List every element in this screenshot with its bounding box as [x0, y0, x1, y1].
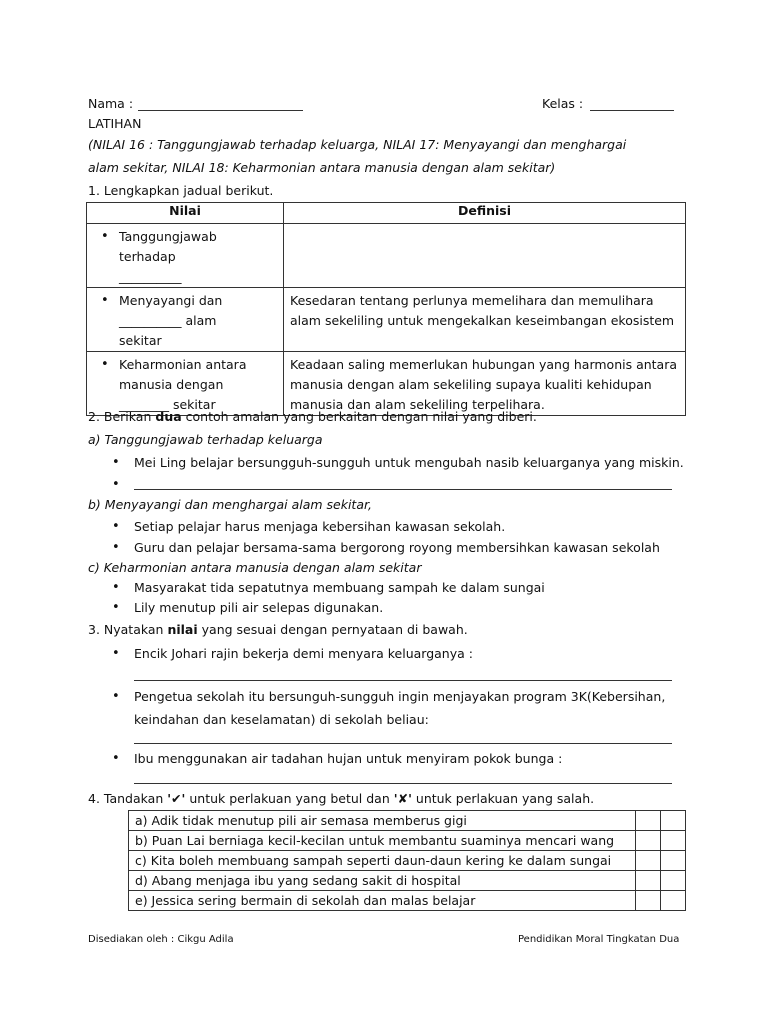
table-row	[87, 224, 686, 288]
subtitle-line-2: alam sekitar, NILAI 18: Keharmonian antara manusia dengan alam sekitar)	[88, 160, 556, 175]
nilai-cell: • Menyayangi dan __________ alam sekitar	[97, 291, 283, 351]
q3-question: 3. Nyatakan nilai yang sesuai dengan pernyataan di bawah.	[88, 622, 468, 637]
table-row	[129, 811, 686, 831]
statement-cell: d) Abang menjaga ibu yang sedang sakit di hospital	[129, 871, 636, 891]
col-definisi-header: Definisi	[284, 203, 686, 224]
nilai-cell: • Tanggungjawab terhadap __________	[97, 227, 283, 287]
table-row	[129, 851, 686, 871]
q2-question: 2. Berikan dua contoh amalan yang berkaitan dengan nilai yang diberi.	[88, 409, 537, 424]
nilai-definisi-table	[86, 202, 686, 416]
answer-line[interactable]	[134, 731, 672, 744]
answer-box[interactable]	[661, 891, 686, 911]
definisi-cell-empty[interactable]	[284, 224, 686, 288]
table-row	[87, 352, 686, 416]
answer-box[interactable]	[636, 871, 661, 891]
answer-box[interactable]	[636, 851, 661, 871]
page-title: LATIHAN	[88, 116, 142, 131]
statement-cell: b) Puan Lai berniaga kecil-kecilan untuk membantu suaminya mencari wang	[129, 831, 636, 851]
definisi-cell: Kesedaran tentang perlunya memelihara dan memulihara alam sekeliling untuk mengekalkan keseimbangan ekosistem	[290, 293, 675, 328]
kelas-field[interactable]	[590, 96, 674, 111]
statement-cell: c) Kita boleh membuang sampah seperti daun-daun kering ke dalam sungai	[129, 851, 636, 871]
footer-right: Pendidikan Moral Tingkatan Dua	[518, 934, 680, 945]
list-item-continuation: keindahan dan keselamatan) di sekolah beliau:	[134, 712, 429, 727]
table-row	[129, 891, 686, 911]
answer-box[interactable]	[661, 851, 686, 871]
q2-c-heading: c) Keharmonian antara manusia dengan alam sekitar	[88, 560, 422, 575]
q1-question: 1. Lengkapkan jadual berikut.	[88, 183, 274, 198]
answer-box[interactable]	[636, 831, 661, 851]
statement-cell: e) Jessica sering bermain di sekolah dan malas belajar	[129, 891, 636, 911]
nama-label: Nama :	[88, 96, 134, 111]
q2-b-heading: b) Menyayangi dan menghargai alam sekitar,	[88, 497, 372, 512]
q2-a-heading: a) Tanggungjawab terhadap keluarga	[88, 432, 323, 447]
kelas-label: Kelas :	[542, 96, 584, 111]
answer-line[interactable]	[134, 668, 672, 681]
statement-cell: a) Adik tidak menutup pili air semasa memberus gigi	[129, 811, 636, 831]
nilai-cell: • Keharmonian antara manusia dengan ________ sekitar	[97, 355, 283, 415]
answer-line[interactable]	[134, 477, 672, 490]
answer-line[interactable]	[134, 771, 672, 784]
subtitle-line-1: (NILAI 16 : Tanggungjawab terhadap keluarga, NILAI 17: Menyayangi dan menghargai	[88, 137, 627, 152]
answer-box[interactable]	[661, 811, 686, 831]
answer-box[interactable]	[661, 831, 686, 851]
col-nilai-header: Nilai	[87, 203, 284, 224]
answer-box[interactable]	[636, 811, 661, 831]
q4-question: 4. Tandakan '✔' untuk perlakuan yang betul dan '✘' untuk perlakuan yang salah.	[88, 791, 595, 806]
definisi-cell: Keadaan saling memerlukan hubungan yang harmonis antara manusia dengan alam sekeliling supaya kualiti kehidupan manusia dan alam sekeliling terpelihara.	[290, 357, 678, 412]
nama-field[interactable]	[138, 96, 303, 111]
table-row	[87, 288, 686, 352]
table-row	[129, 831, 686, 851]
answer-box[interactable]	[636, 891, 661, 911]
table-row	[129, 871, 686, 891]
answer-box[interactable]	[661, 871, 686, 891]
footer-left: Disediakan oleh : Cikgu Adila	[88, 934, 234, 945]
tandakan-table	[128, 810, 686, 911]
